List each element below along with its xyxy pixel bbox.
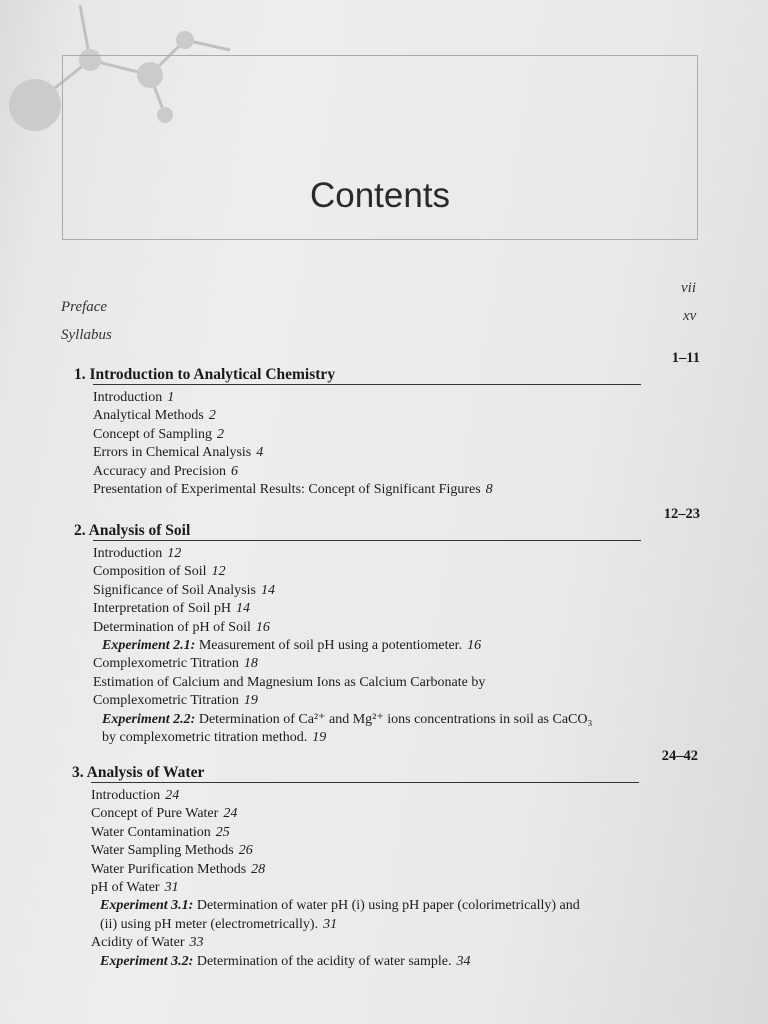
chapter-pages: 24–42: [661, 748, 698, 764]
contents-entry: [91, 824, 712, 842]
entry-text: Concept of Sampling: [93, 426, 212, 442]
chapter-rule: [91, 782, 639, 783]
experiment-label: Experiment 3.2:: [100, 953, 194, 969]
contents-entry: [93, 674, 714, 692]
entry-page-number: 16: [255, 619, 270, 635]
chapter-title: [74, 366, 335, 384]
front-matter-pages-syllabus: xv: [683, 308, 697, 324]
entry-page-number: 2: [217, 426, 224, 442]
front-matter-label-syllabus: Syllabus: [61, 327, 112, 343]
contents-entry: [91, 787, 712, 805]
experiment-entry: [91, 897, 712, 915]
contents-entry: [93, 619, 714, 637]
entry-page-number: 19: [243, 693, 258, 709]
chapter-title-text: Analysis of Soil: [88, 522, 191, 539]
chapter-title: [74, 522, 190, 540]
entry-page-number: 12: [211, 564, 226, 580]
entry-text: Water Sampling Methods: [91, 843, 234, 859]
chapter-number: 2.: [74, 522, 86, 539]
entry-page-number: 18: [243, 656, 258, 672]
entry-text: Composition of Soil: [93, 564, 207, 580]
entry-text: Accuracy and Precision: [93, 463, 226, 479]
entry-page-number: 19: [312, 730, 327, 746]
contents-entry: [93, 463, 714, 481]
experiment-entry: [93, 711, 714, 729]
experiment-entry: [93, 729, 714, 747]
contents-entry: [93, 692, 714, 710]
experiment-label: Experiment 3.1:: [100, 898, 194, 914]
chapter-title-text: Analysis of Water: [86, 764, 205, 781]
chapter-title: [72, 764, 204, 782]
contents-entry: [91, 805, 712, 823]
chapter-number: 3.: [72, 764, 84, 781]
entry-page-number: 33: [189, 935, 204, 951]
contents-entry: [93, 600, 714, 618]
experiment-text: Determination of the acidity of water sample.: [196, 953, 452, 969]
entry-page-number: 6: [230, 463, 238, 479]
entry-text: Errors in Chemical Analysis: [93, 445, 252, 461]
contents-entry: [93, 582, 714, 600]
entry-page-number: 24: [223, 806, 238, 822]
chapter-pages: 1–11: [671, 350, 700, 366]
entry-page-number: 12: [167, 546, 182, 561]
entry-text: pH of Water: [91, 880, 160, 896]
entry-text: Presentation of Experimental Results: Concept of Significant Figures: [93, 482, 481, 498]
experiment-text: Determination of water pH (i) using pH paper (colorimetrically) and: [196, 898, 580, 914]
contents-entry: [93, 389, 714, 407]
entry-page-number: 8: [485, 482, 493, 498]
experiment-text: by complexometric titration method.: [102, 730, 308, 746]
contents-entry: [93, 655, 714, 673]
entry-page-number: 14: [236, 601, 251, 617]
entry-page-number: 31: [323, 916, 338, 932]
entry-text: Acidity of Water: [91, 935, 185, 951]
experiment-label: Experiment 2.1:: [102, 638, 196, 654]
chapter-2: [74, 506, 714, 747]
entry-page-number: 14: [260, 582, 275, 598]
chapter-items: [74, 389, 714, 499]
chapter-rule: [93, 540, 641, 541]
contents-entry: [91, 879, 712, 897]
experiment-entry: [91, 916, 712, 934]
chapter-3: [72, 748, 712, 971]
chapter-heading: [74, 350, 714, 386]
entry-text: Complexometric Titration: [93, 693, 239, 709]
entry-page-number: 16: [467, 638, 482, 654]
contents-entry: [93, 407, 714, 425]
entry-text: Water Contamination: [91, 824, 211, 840]
entry-page-number: 34: [456, 953, 471, 969]
entry-text: Introduction: [91, 788, 161, 803]
experiment-entry: [93, 637, 714, 655]
contents-entry: [93, 426, 714, 444]
page-title: Contents: [309, 176, 451, 215]
entry-text: Concept of Pure Water: [91, 806, 219, 822]
front-matter-label-preface: Preface: [61, 299, 108, 315]
experiment-label: Experiment 2.2:: [102, 711, 196, 727]
entry-page-number: 1: [167, 390, 175, 405]
experiment-text: Measurement of soil pH using a potentiometer.: [198, 638, 463, 654]
entry-page-number: 31: [164, 880, 179, 896]
chapter-pages: 12–23: [663, 506, 700, 522]
contents-entry: [93, 481, 714, 499]
contents-entry: [91, 861, 712, 879]
contents-entry: [93, 444, 714, 462]
entry-page-number: 25: [215, 824, 230, 840]
chapter-rule: [93, 384, 641, 385]
entry-text: Significance of Soil Analysis: [93, 582, 256, 598]
entry-page-number: 26: [238, 843, 253, 859]
chapter-1: [74, 350, 714, 499]
entry-text: Water Purification Methods: [91, 861, 247, 877]
entry-text: Introduction: [93, 390, 163, 405]
entry-text: Analytical Methods: [93, 408, 204, 424]
chapter-items: [74, 545, 714, 747]
entry-text: Interpretation of Soil pH: [93, 601, 232, 617]
experiment-entry: [91, 953, 712, 971]
contents-entry: [93, 545, 714, 563]
experiment-text: (ii) using pH meter (electrometrically).: [100, 916, 319, 932]
chapter-number: 1.: [74, 366, 86, 383]
chapter-heading: [74, 506, 714, 542]
entry-text: Complexometric Titration: [93, 656, 239, 672]
entry-page-number: 4: [256, 445, 264, 461]
entry-page-number: 24: [165, 788, 180, 803]
front-matter-pages-preface: vii: [681, 280, 696, 296]
entry-page-number: 28: [251, 861, 266, 877]
contents-entry: [93, 563, 714, 581]
chapter-title-text: Introduction to Analytical Chemistry: [89, 366, 336, 383]
title-box: [62, 55, 698, 240]
chapter-heading: [72, 748, 712, 784]
chapter-items: [72, 787, 712, 971]
entry-page-number: 2: [208, 408, 216, 424]
entry-text: Estimation of Calcium and Magnesium Ions as Calcium Carbonate by: [93, 674, 486, 690]
contents-entry: [91, 842, 712, 860]
contents-entry: [91, 934, 712, 952]
entry-text: Determination of pH of Soil: [93, 619, 251, 635]
experiment-text: Determination of Ca²⁺ and Mg²⁺ ions concentrations in soil as CaCO₃: [198, 711, 593, 727]
entry-text: Introduction: [93, 546, 163, 561]
